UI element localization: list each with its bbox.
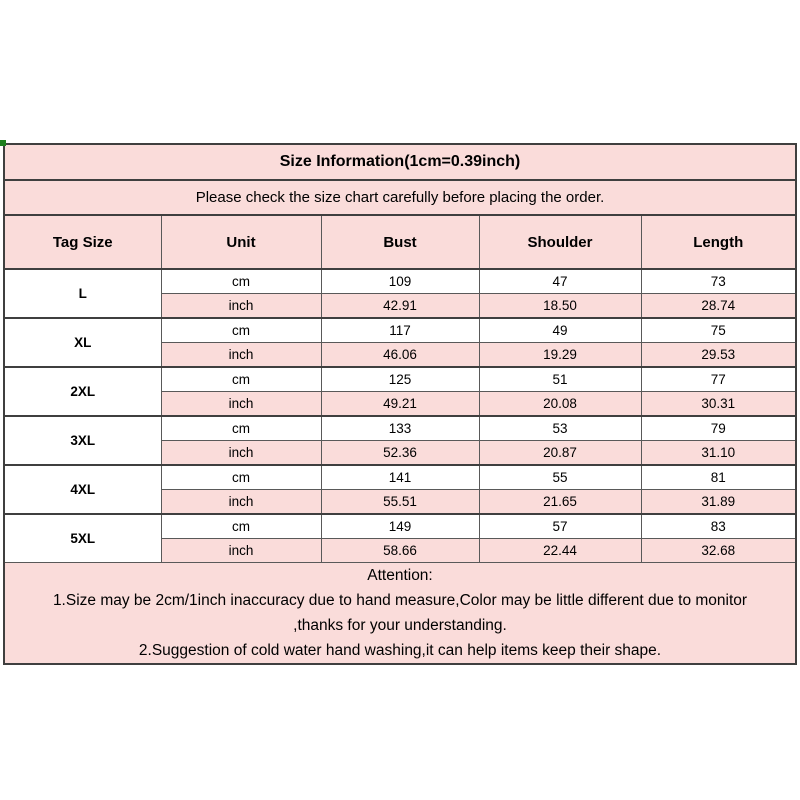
- tag-size-cell-3xl: 3XL: [4, 416, 161, 465]
- column-header-shoulder: Shoulder: [479, 215, 641, 269]
- subtitle-row: [4, 180, 796, 215]
- attention-line-2: ,thanks for your understanding.: [293, 617, 507, 634]
- column-header-row: [4, 215, 796, 269]
- bust-cm-value: 141: [321, 465, 479, 490]
- length-cm-value: 79: [641, 416, 796, 441]
- size-row-l-cm: [4, 269, 796, 294]
- length-inch-value: 31.10: [641, 441, 796, 466]
- attention-note: [4, 563, 796, 665]
- unit-cell-inch: inch: [161, 441, 321, 466]
- unit-cell-cm: cm: [161, 318, 321, 343]
- length-inch-value: 29.53: [641, 343, 796, 368]
- tag-size-cell-5xl: 5XL: [4, 514, 161, 563]
- bust-cm-value: 109: [321, 269, 479, 294]
- size-row-5xl-cm: [4, 514, 796, 539]
- attention-row: [4, 563, 796, 665]
- size-row-2xl-cm: [4, 367, 796, 392]
- shoulder-inch-value: 22.44: [479, 539, 641, 563]
- shoulder-cm-value: 47: [479, 269, 641, 294]
- unit-cell-cm: cm: [161, 416, 321, 441]
- column-header-bust: Bust: [321, 215, 479, 269]
- shoulder-cm-value: 55: [479, 465, 641, 490]
- unit-cell-inch: inch: [161, 294, 321, 319]
- bust-cm-value: 149: [321, 514, 479, 539]
- length-cm-value: 73: [641, 269, 796, 294]
- shoulder-cm-value: 53: [479, 416, 641, 441]
- attention-heading: Attention:: [367, 567, 433, 584]
- length-cm-value: 77: [641, 367, 796, 392]
- tag-size-cell-2xl: 2XL: [4, 367, 161, 416]
- length-inch-value: 30.31: [641, 392, 796, 417]
- length-inch-value: 31.89: [641, 490, 796, 515]
- bust-cm-value: 117: [321, 318, 479, 343]
- column-header-length: Length: [641, 215, 796, 269]
- length-cm-value: 83: [641, 514, 796, 539]
- shoulder-inch-value: 20.08: [479, 392, 641, 417]
- shoulder-cm-value: 57: [479, 514, 641, 539]
- unit-cell-cm: cm: [161, 514, 321, 539]
- shoulder-inch-value: 21.65: [479, 490, 641, 515]
- tag-size-cell-4xl: 4XL: [4, 465, 161, 514]
- size-row-xl-cm: [4, 318, 796, 343]
- tag-size-cell-l: L: [4, 269, 161, 318]
- spreadsheet-corner-marker: [0, 140, 6, 146]
- shoulder-inch-value: 19.29: [479, 343, 641, 368]
- unit-cell-cm: cm: [161, 465, 321, 490]
- attention-line-1: 1.Size may be 2cm/1inch inaccuracy due to hand measure,Color may be little different due to monitor: [52, 592, 748, 609]
- length-inch-value: 28.74: [641, 294, 796, 319]
- bust-inch-value: 55.51: [321, 490, 479, 515]
- length-cm-value: 81: [641, 465, 796, 490]
- tag-size-cell-xl: XL: [4, 318, 161, 367]
- table-subtitle: Please check the size chart carefully before placing the order.: [4, 180, 796, 215]
- size-table: [3, 143, 797, 665]
- shoulder-inch-value: 18.50: [479, 294, 641, 319]
- unit-cell-cm: cm: [161, 367, 321, 392]
- bust-cm-value: 125: [321, 367, 479, 392]
- length-inch-value: 32.68: [641, 539, 796, 563]
- shoulder-cm-value: 49: [479, 318, 641, 343]
- bust-inch-value: 46.06: [321, 343, 479, 368]
- shoulder-cm-value: 51: [479, 367, 641, 392]
- title-row: [4, 144, 796, 180]
- shoulder-inch-value: 20.87: [479, 441, 641, 466]
- bust-inch-value: 42.91: [321, 294, 479, 319]
- column-header-unit: Unit: [161, 215, 321, 269]
- bust-inch-value: 58.66: [321, 539, 479, 563]
- attention-line-3: 2.Suggestion of cold water hand washing,it can help items keep their shape.: [138, 642, 662, 659]
- bust-inch-value: 52.36: [321, 441, 479, 466]
- unit-cell-cm: cm: [161, 269, 321, 294]
- length-cm-value: 75: [641, 318, 796, 343]
- size-row-4xl-cm: [4, 465, 796, 490]
- size-row-3xl-cm: [4, 416, 796, 441]
- unit-cell-inch: inch: [161, 392, 321, 417]
- unit-cell-inch: inch: [161, 490, 321, 515]
- unit-cell-inch: inch: [161, 539, 321, 563]
- unit-cell-inch: inch: [161, 343, 321, 368]
- bust-cm-value: 133: [321, 416, 479, 441]
- bust-inch-value: 49.21: [321, 392, 479, 417]
- table-title: Size Information(1cm=0.39inch): [4, 144, 796, 180]
- column-header-tag-size: Tag Size: [4, 215, 161, 269]
